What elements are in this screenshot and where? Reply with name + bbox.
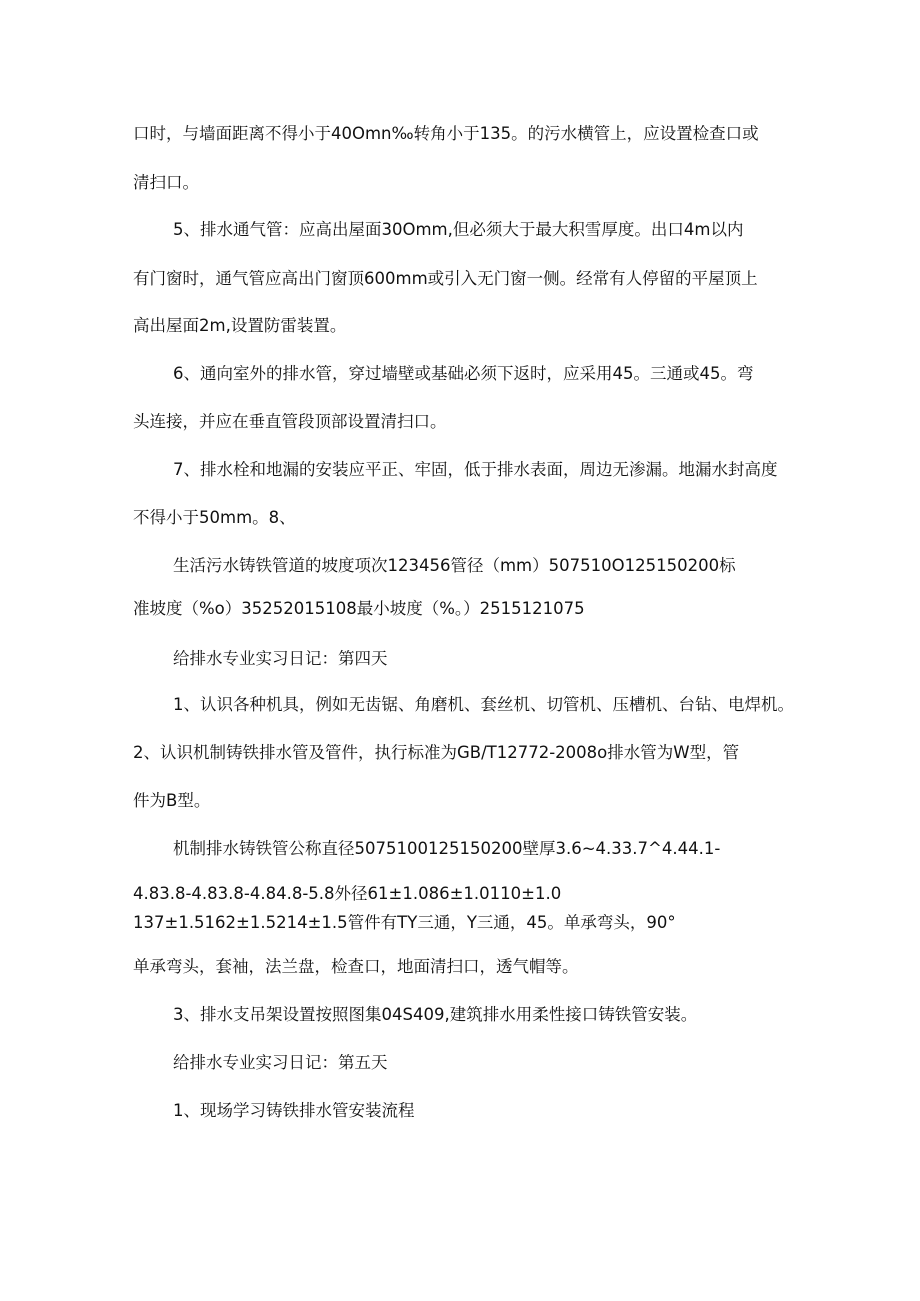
text-line-19: 单承弯头，套袖，法兰盘，检查口，地面清扫口，透气帽等。 <box>133 957 579 976</box>
text-line-1: 口时，与墙面距离不得小于40Omn‰转角小于135。的污水横管上，应设置检查口或 <box>133 124 759 143</box>
text-line-8: 7、排水栓和地漏的安装应平正、牢固，低于排水表面，周边无渗漏。地漏水封高度 <box>173 460 778 479</box>
text-line-15: 件为B型。 <box>133 791 211 810</box>
text-line-5: 高出屋面2m,设置防雷装置。 <box>133 316 347 335</box>
text-line-4: 有门窗时，通气管应高出门窗顶600mm或引入无门窗一侧。经常有人停留的平屋顶上 <box>133 269 758 288</box>
text-line-9: 不得小于50mm。8、 <box>133 508 296 527</box>
text-line-13: 1、认识各种机具，例如无齿锯、角磨机、套丝机、切管机、压槽机、台钻、电焊机。 <box>173 695 794 714</box>
text-line-10: 生活污水铸铁管道的坡度项次123456管径（mm）507510O125150200标 <box>173 556 736 575</box>
text-line-11: 准坡度（%o）35252015108最小坡度（%。）2515121075 <box>133 599 585 618</box>
text-line-20: 3、排水支吊架设置按照图集04S409,建筑排水用柔性接口铸铁管安装。 <box>173 1005 698 1024</box>
text-line-3: 5、排水通气管：应高出屋面30Omm,但必须大于最大积雪厚度。出口4m以内 <box>173 220 744 239</box>
diary-heading-day5: 给排水专业实习日记：第五天 <box>173 1053 388 1072</box>
diary-heading-day4: 给排水专业实习日记：第四天 <box>173 649 388 668</box>
text-line-7: 头连接，并应在垂直管段顶部设置清扫口。 <box>133 412 447 431</box>
text-line-17: 4.83.8-4.83.8-4.84.8-5.8外径61±1.086±1.0110±1.0 <box>133 884 562 903</box>
text-line-2: 清扫口。 <box>133 173 199 192</box>
text-line-16: 机制排水铸铁管公称直径5075100125150200壁厚3.6~4.33.7^4.44.1- <box>173 839 721 858</box>
text-line-6: 6、通向室外的排水管，穿过墙壁或基础必须下返时，应采用45。三通或45。弯 <box>173 364 754 383</box>
text-line-22: 1、现场学习铸铁排水管安装流程 <box>173 1101 415 1120</box>
text-line-18: 137±1.5162±1.5214±1.5管件有TY三通，Y三通，45。单承弯头，90° <box>133 913 676 932</box>
text-line-14: 2、认识机制铸铁排水管及管件，执行标准为GB/T12772-2008o排水管为W型，管 <box>133 743 740 762</box>
